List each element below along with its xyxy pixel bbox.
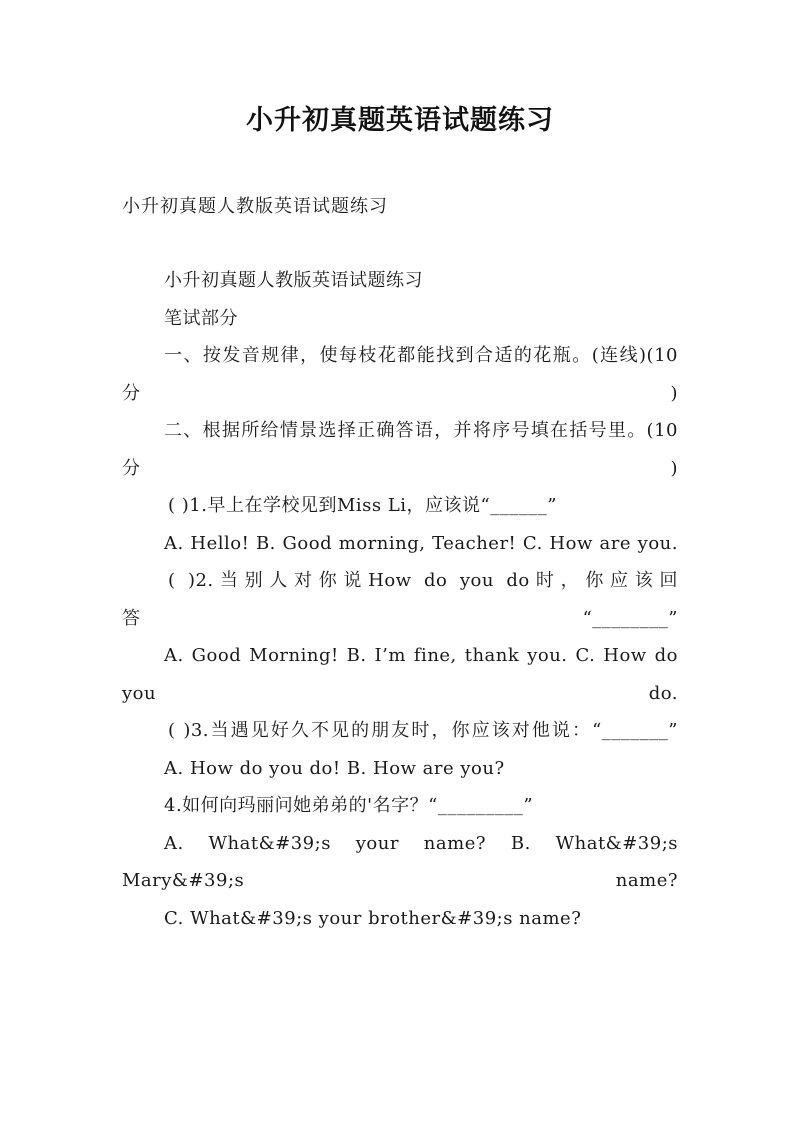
question-4-option-c: C. What&#39;s your brother&#39;s name? bbox=[164, 907, 582, 929]
question-1-options: A. Hello! B. Good morning, Teacher! C. How are you. bbox=[164, 532, 678, 554]
paragraph-section-label: 笔试部分 bbox=[164, 307, 238, 329]
document-body bbox=[122, 262, 678, 937]
document-subtitle: 小升初真题人教版英语试题练习 bbox=[122, 196, 388, 217]
question-3-options: A. How do you do! B. How are you? bbox=[164, 757, 505, 779]
question-3: ( )3.当遇见好久不见的朋友时，你应该对他说：“_______” bbox=[168, 720, 678, 741]
paragraph-heading: 小升初真题人教版英语试题练习 bbox=[164, 270, 423, 291]
question-1: ( )1.早上在学校见到Miss Li，应该说“______” bbox=[168, 495, 557, 516]
paragraph-part-one: 一、按发音规律，使每枝花都能找到合适的花瓶。(连线)(10分) bbox=[122, 345, 678, 404]
question-4: 4.如何向玛丽问她弟弟的'名字？“_________” bbox=[164, 795, 534, 816]
paragraph-part-two: 二、根据所给情景选择正确答语，并将序号填在括号里。(10分) bbox=[122, 420, 678, 479]
document-title: 小升初真题英语试题练习 bbox=[246, 105, 554, 136]
question-2: ( )2.当别人对你说How do you do时，你应该回答“________” bbox=[122, 570, 678, 629]
question-2-options: A. Good Morning! B. I’m fine, thank you. C. How do you do. bbox=[122, 645, 678, 704]
question-4-options-ab: A. What&#39;s your name? B. What&#39;s Mary&#39;s name? bbox=[122, 832, 678, 891]
